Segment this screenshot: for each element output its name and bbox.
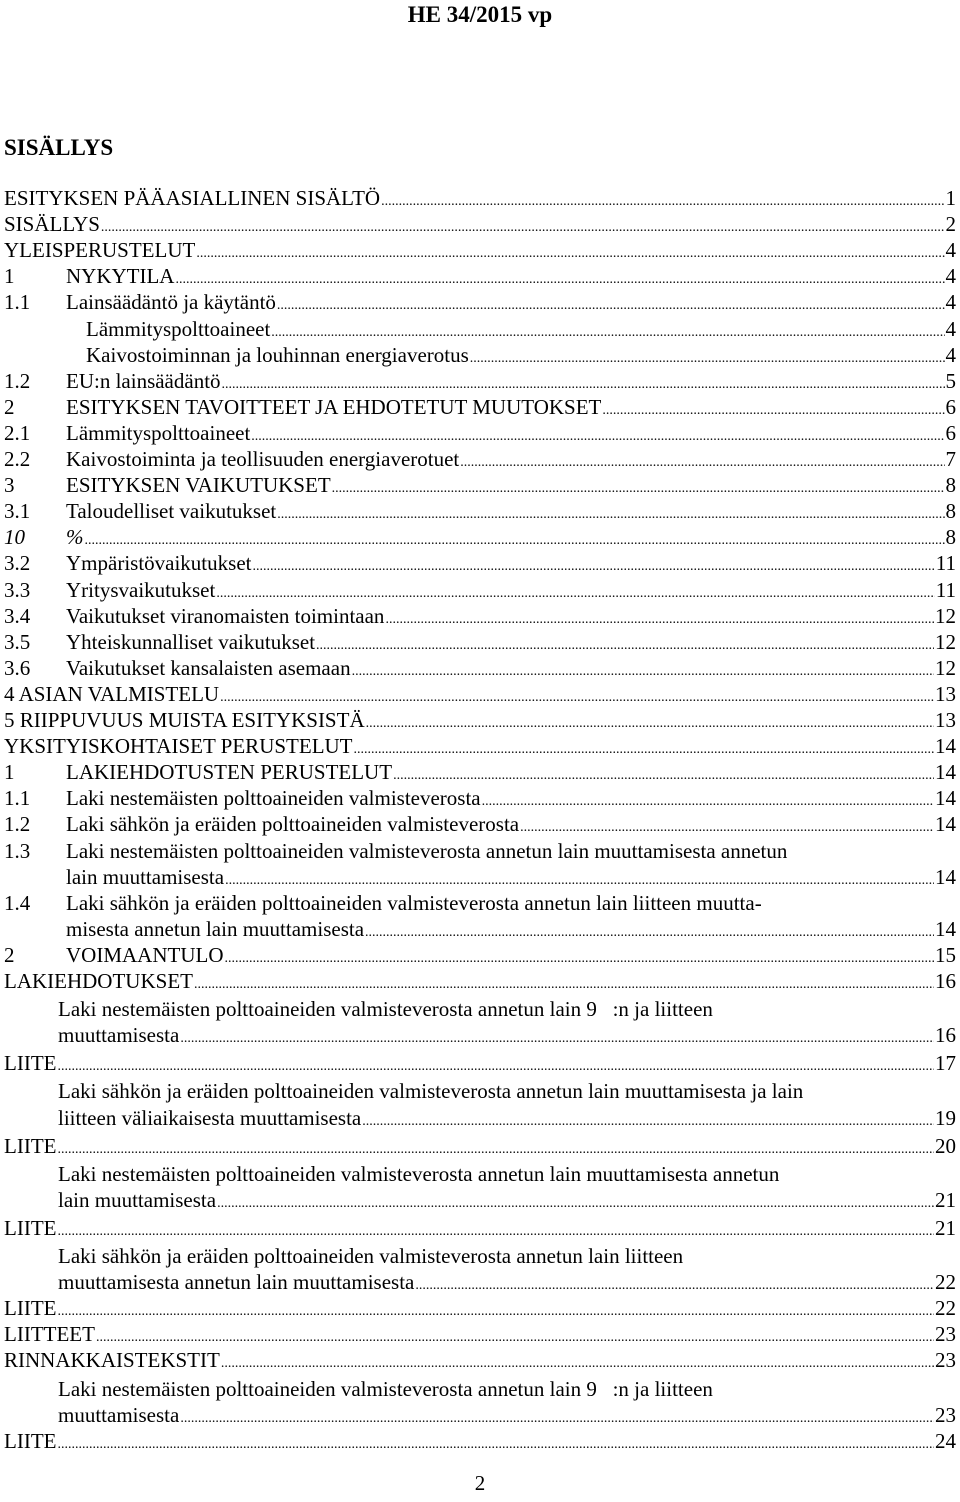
toc-dot-leader [221, 1351, 934, 1377]
toc-entry[interactable] [4, 1187, 956, 1213]
toc-entry-page: 14 [935, 734, 956, 759]
toc-entry[interactable] [4, 185, 956, 211]
toc-entry-title: SISÄLLYS [4, 212, 100, 237]
toc-entry-title: Laki sähkön ja eräiden polttoaineiden valmisteverosta [66, 812, 520, 837]
toc-entry-title: 5 RIIPPUVUUS MUISTA ESITYKSISTÄ [4, 708, 365, 732]
toc-entry-title: lain muuttamisesta [66, 864, 225, 889]
toc-entry-page: 5 [945, 368, 956, 393]
toc-entry-page: 14 [935, 760, 956, 785]
toc-entry-number: 1.2 [4, 812, 31, 837]
toc-entry-title: LIITTEET [4, 1322, 95, 1347]
toc-entry-title: Yritysvaikutukset [66, 577, 216, 602]
toc-entry-number: 2.2 [4, 447, 31, 471]
toc-dot-leader [194, 972, 934, 998]
toc-entry-title: Ympäristövaikutukset [66, 551, 252, 576]
toc-entry[interactable] [4, 707, 956, 733]
toc-entry-page: 8 [945, 525, 956, 550]
toc-entry-page: 13 [935, 708, 956, 732]
toc-entry-page: 15 [935, 942, 956, 967]
toc-entry-title: YKSITYISKOHTAISET PERUSTELUT [4, 734, 353, 759]
toc-entry-title: Kaivostoiminta ja teollisuuden energiaverotuet [66, 447, 460, 471]
toc-entry-title: Laki nestemäisten polttoaineiden valmisteverosta annetun lain 9 :n ja liitteen [58, 1376, 713, 1401]
toc-entry-number: 3.4 [4, 603, 31, 628]
toc-entry-page: 4 [945, 316, 956, 341]
toc-entry-page: 21 [935, 1215, 956, 1240]
toc-entry-title: Yhteiskunnalliset vaikutukset [66, 629, 316, 654]
toc-entry-title: 4 ASIAN VALMISTELU [4, 681, 220, 706]
toc-entry-title: LAKIEHDOTUKSET [4, 969, 193, 993]
toc-entry[interactable] [4, 785, 956, 811]
toc-entry-page: 12 [935, 655, 956, 680]
toc-entry[interactable] [4, 733, 956, 759]
toc-entry-title: Lainsäädäntö ja käytäntö [66, 290, 276, 315]
toc-entry-page: 11 [935, 577, 956, 602]
toc-entry-title: RINNAKKAISTEKSTIT [4, 1348, 220, 1373]
toc-entry-title: Laki sähkön ja eräiden polttoaineiden valmisteverosta annetun lain liitteen muutta- [66, 890, 762, 915]
toc-entry[interactable] [4, 342, 956, 368]
toc-entry-number: 3.5 [4, 629, 31, 654]
toc-entry-title: Taloudelliset vaikutukset [66, 499, 277, 524]
toc-entry-page: 12 [935, 603, 956, 628]
toc-entry-number: 1.1 [4, 786, 31, 811]
toc-dot-leader [217, 1191, 934, 1217]
toc-entry[interactable] [4, 498, 956, 524]
toc-entry[interactable] [4, 1321, 956, 1347]
toc-entry-page: 21 [935, 1187, 956, 1212]
toc-entry-title: liitteen väliaikaisesta muuttamisesta [58, 1105, 362, 1130]
toc-entry-page: 2 [945, 212, 956, 237]
toc-dot-leader [57, 1054, 934, 1080]
toc-entry[interactable] [4, 1347, 956, 1373]
toc-entry-page: 13 [935, 681, 956, 706]
toc-entry-number: 1.1 [4, 290, 31, 315]
toc-entry-title: LIITE [4, 1296, 57, 1321]
toc-entry[interactable] [4, 420, 956, 446]
toc-entry-number: 3 [4, 473, 15, 498]
toc-entry-number: 3.1 [4, 499, 31, 524]
toc-entry-title: LIITE [4, 1051, 57, 1076]
toc-entry-title: LIITE [4, 1133, 57, 1158]
toc-entry-title: Laki nestemäisten polttoaineiden valmisteverosta annetun lain muuttamisesta annetun [58, 1161, 780, 1186]
toc-entry[interactable] [4, 1022, 956, 1048]
toc-entry-number: 1.3 [4, 838, 31, 863]
toc-entry[interactable] [4, 524, 956, 550]
toc-entry-page: 14 [935, 864, 956, 889]
toc-entry-page: 23 [935, 1322, 956, 1347]
toc-entry-page: 6 [945, 394, 956, 419]
toc-entry[interactable] [4, 1243, 956, 1269]
toc-entry[interactable] [4, 1215, 956, 1241]
page-number: 2 [474, 1471, 486, 1495]
toc-entry[interactable] [4, 1428, 956, 1454]
toc-heading: SISÄLLYS [4, 135, 114, 160]
toc-entry[interactable] [4, 211, 956, 237]
toc-entry[interactable] [4, 1295, 956, 1321]
toc-entry-page: 4 [945, 290, 956, 315]
toc-entry-page: 22 [935, 1296, 956, 1321]
toc-entry-title: muuttamisesta annetun lain muuttamisesta [58, 1270, 415, 1295]
toc-entry-title: lain muuttamisesta [58, 1187, 217, 1212]
toc-entry-title: LAKIEHDOTUSTEN PERUSTELUT [66, 760, 393, 785]
toc-entry[interactable] [4, 996, 956, 1022]
toc-entry-number: 1.4 [4, 890, 31, 915]
toc-entry-page: 12 [935, 629, 956, 654]
toc-entry[interactable] [4, 1161, 956, 1187]
toc-entry-title: Lämmityspolttoaineet [66, 420, 251, 445]
toc-entry[interactable] [4, 1376, 956, 1402]
toc-entry-page: 16 [935, 969, 956, 993]
toc-entry-page: 23 [935, 1402, 956, 1427]
toc-entry[interactable] [4, 629, 956, 655]
toc-entry[interactable] [4, 968, 956, 994]
toc-entry-number: 1 [4, 760, 15, 785]
toc-entry[interactable] [4, 864, 956, 890]
toc-entry[interactable] [4, 446, 956, 472]
toc-entry-title: NYKYTILA [66, 264, 175, 289]
toc-entry[interactable] [4, 890, 956, 916]
toc-entry-title: Vaikutukset kansalaisten asemaan [66, 655, 351, 680]
toc-entry-page: 11 [935, 551, 956, 576]
toc-entry-page: 7 [945, 447, 956, 471]
toc-entry-title: Laki sähkön ja eräiden polttoaineiden valmisteverosta annetun lain liitteen [58, 1244, 684, 1268]
toc-entry[interactable] [4, 655, 956, 681]
toc-entry-title: Laki nestemäisten polttoaineiden valmisteverosta [66, 786, 481, 811]
toc-entry[interactable] [4, 838, 956, 864]
toc-entry-number: 2 [4, 394, 15, 419]
toc-entry-page: 14 [935, 812, 956, 837]
toc-entry-page: 19 [935, 1105, 956, 1130]
toc-entry-title: Laki sähkön ja eräiden polttoaineiden valmisteverosta annetun lain muuttamisesta ja lain [58, 1079, 804, 1104]
toc-entry-title: Kaivostoiminnan ja louhinnan energiaverotus [86, 342, 469, 367]
toc-entry-title: ESITYKSEN TAVOITTEET JA EHDOTETUT MUUTOKSET [66, 394, 602, 419]
toc-entry-number: 2.1 [4, 420, 31, 445]
toc-entry[interactable] [4, 811, 956, 837]
toc-entry[interactable] [4, 316, 956, 342]
toc-dot-leader [57, 1219, 934, 1245]
toc-entry-page: 14 [935, 916, 956, 941]
toc-entry-page: 24 [935, 1428, 956, 1453]
toc-dot-leader [362, 1109, 934, 1135]
toc-entry[interactable] [4, 1078, 956, 1104]
toc-entry[interactable] [4, 603, 956, 629]
toc-entry-title: Vaikutukset viranomaisten toimintaan [66, 603, 385, 628]
toc-entry[interactable] [4, 759, 956, 785]
toc-entry-page: 22 [935, 1270, 956, 1295]
toc-entry[interactable] [4, 368, 956, 394]
toc-entry[interactable] [4, 1050, 956, 1076]
toc-entry-number: 3.6 [4, 655, 31, 680]
toc-entry[interactable] [4, 1269, 956, 1295]
toc-entry[interactable] [4, 1105, 956, 1131]
toc-entry-number: 3.3 [4, 577, 31, 602]
toc-dot-leader [57, 1137, 934, 1163]
toc-entry-title: EU:n lainsäädäntö [66, 368, 221, 393]
toc-entry-number: 1 [4, 264, 15, 289]
toc-entry-page: 4 [945, 238, 956, 263]
toc-entry-title: ESITYKSEN PÄÄASIALLINEN SISÄLTÖ [4, 186, 381, 210]
toc-entry-title: VOIMAANTULO [66, 942, 224, 967]
toc-entry[interactable] [4, 1402, 956, 1428]
toc-entry-page: 1 [945, 186, 956, 210]
toc-entry-title: Laki nestemäisten polttoaineiden valmisteverosta annetun lain muuttamisesta annetun [66, 838, 788, 863]
toc-dot-leader [180, 1026, 934, 1052]
toc-entry[interactable] [4, 577, 956, 603]
toc-entry-number: 1.2 [4, 368, 31, 393]
toc-entry-title: Laki nestemäisten polttoaineiden valmisteverosta annetun lain 9 :n ja liitteen [58, 997, 713, 1022]
toc-entry-title: YLEISPERUSTELUT [4, 238, 196, 263]
toc-entry-title: LIITE [4, 1215, 57, 1240]
toc-entry[interactable] [4, 472, 956, 498]
toc-dot-leader [57, 1432, 934, 1458]
toc-entry-page: 23 [935, 1348, 956, 1373]
toc-entry-number: 3.2 [4, 551, 31, 576]
toc-entry[interactable] [4, 1133, 956, 1159]
toc-entry-title: ESITYKSEN VAIKUTUKSET [66, 473, 331, 498]
toc-entry-page: 17 [935, 1051, 956, 1076]
page-header-title: HE 34/2015 vp [407, 2, 553, 27]
toc-entry-page: 8 [945, 473, 956, 498]
toc-entry[interactable] [4, 289, 956, 315]
toc-entry-number: 10 [4, 525, 25, 550]
toc-entry[interactable] [4, 550, 956, 576]
toc-entry[interactable] [4, 681, 956, 707]
toc-entry-page: 14 [935, 786, 956, 811]
toc-entry[interactable] [4, 916, 956, 942]
toc-entry-title: muuttamisesta [58, 1402, 180, 1427]
toc-entry[interactable] [4, 263, 956, 289]
toc-entry[interactable] [4, 237, 956, 263]
toc-entry-title: misesta annetun lain muuttamisesta [66, 916, 365, 941]
toc-entry-number: 2 [4, 942, 15, 967]
toc-entry-page: 16 [935, 1023, 956, 1048]
toc-entry[interactable] [4, 394, 956, 420]
toc-entry-page: 6 [945, 420, 956, 445]
toc-entry-title: LIITE [4, 1428, 57, 1453]
toc-entry-page: 20 [935, 1133, 956, 1158]
toc-entry-page: 4 [945, 342, 956, 367]
toc-entry-page: 8 [945, 499, 956, 524]
toc-entry-page: 4 [945, 264, 956, 289]
toc-entry-title: % [66, 525, 84, 550]
toc-entry-title: muuttamisesta [58, 1023, 180, 1048]
toc-entry-title: Lämmityspolttoaineet [86, 316, 271, 341]
toc-entry[interactable] [4, 942, 956, 968]
